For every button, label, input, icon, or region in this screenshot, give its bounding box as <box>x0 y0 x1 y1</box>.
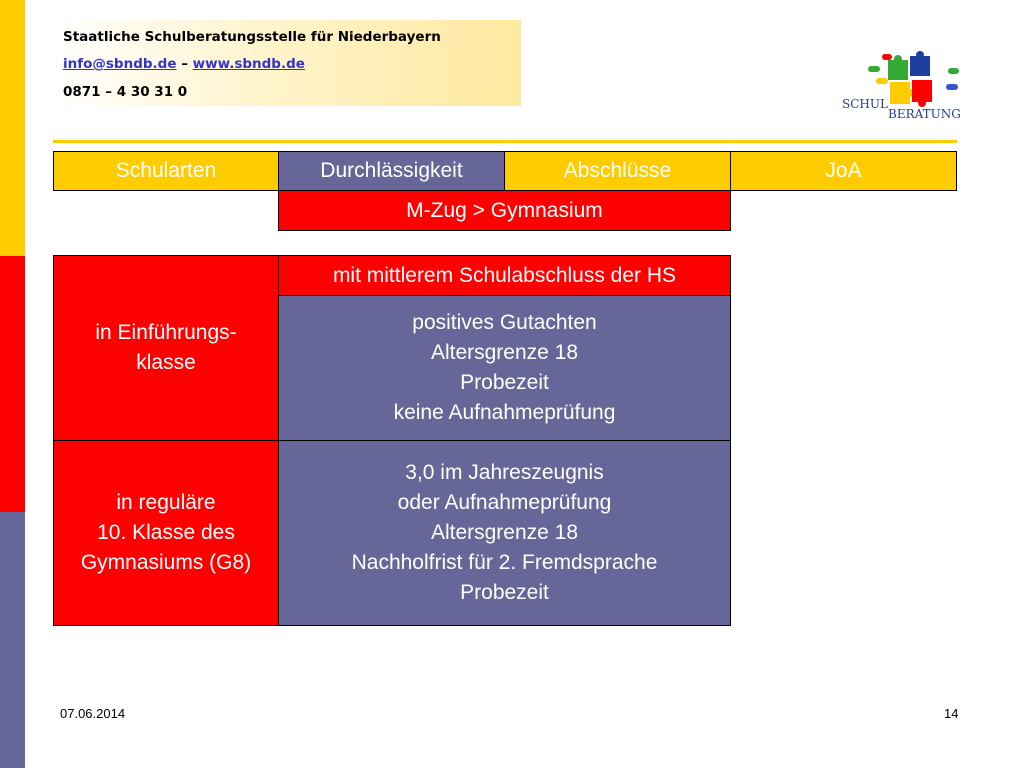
phone-number: 0871 – 4 30 31 0 <box>63 84 188 100</box>
subtitle-m-zug-gymnasium: M-Zug > Gymnasium <box>278 190 731 231</box>
tab-abschluesse[interactable]: Abschlüsse <box>504 151 731 191</box>
header-box <box>53 20 521 106</box>
row2-details: 3,0 im Jahreszeugnis oder Aufnahmeprüfung Altersgrenze 18 Nachholfrist für 2. Fremdsprache Probezeit <box>278 440 731 626</box>
row1-top-condition: mit mittlerem Schulabschluss der HS <box>278 255 731 296</box>
header-rule <box>53 140 957 143</box>
contact-separator: – <box>181 56 188 72</box>
side-bar-blue <box>0 512 25 768</box>
row1-details: positives Gutachten Altersgrenze 18 Probezeit keine Aufnahmeprüfung <box>278 295 731 441</box>
row1-label: in Einführungs- klasse <box>53 255 279 441</box>
schulberatung-logo <box>838 50 962 124</box>
side-bar-red <box>0 256 25 512</box>
side-bar-yellow <box>0 0 25 256</box>
org-name: Staatliche Schulberatungsstelle für Niederbayern <box>63 29 441 45</box>
email-link[interactable]: info@sbndb.de <box>63 56 177 72</box>
svg-text:SCHUL: SCHUL <box>842 97 888 111</box>
svg-text:BERATUNG: BERATUNG <box>888 107 961 121</box>
tab-joa[interactable]: JoA <box>730 151 957 191</box>
tab-schularten[interactable]: Schularten <box>53 151 279 191</box>
footer-date: 07.06.2014 <box>60 706 126 721</box>
website-link[interactable]: www.sbndb.de <box>192 56 305 72</box>
tab-durchlaessigkeit[interactable]: Durchlässigkeit <box>278 151 505 191</box>
row2-label: in reguläre 10. Klasse des Gymnasiums (G8) <box>53 440 279 626</box>
contact-line <box>63 56 305 72</box>
page-number: 14 <box>944 706 959 721</box>
